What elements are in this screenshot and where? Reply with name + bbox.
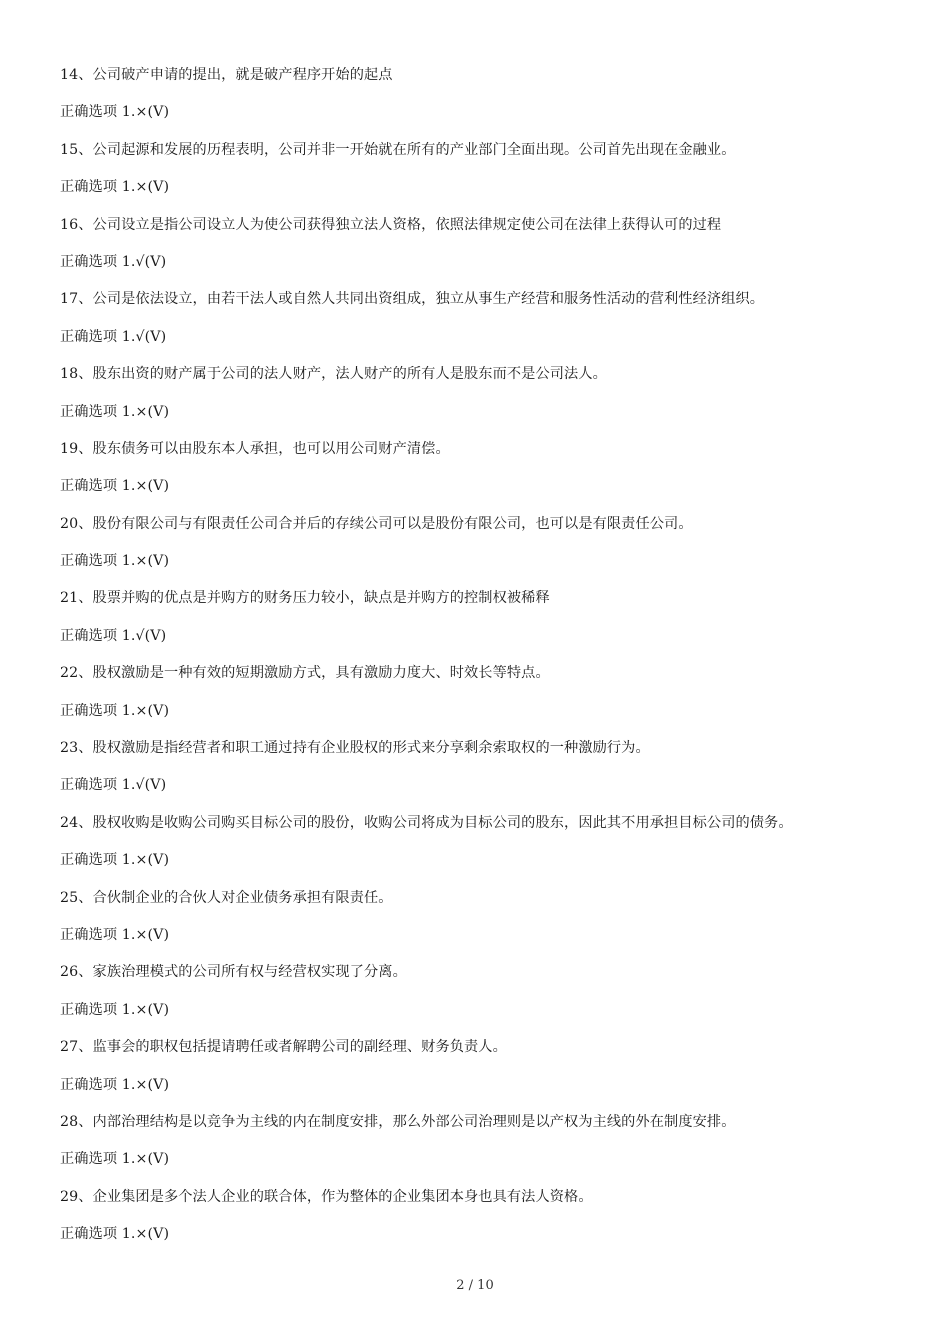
answer-text: 正确选项 1.×(V)	[60, 179, 170, 196]
question-item	[60, 137, 910, 212]
page-number: 2 / 10	[456, 1278, 494, 1293]
question-item	[60, 212, 910, 287]
question-item	[60, 810, 910, 885]
question-item	[60, 361, 910, 436]
question-item	[60, 735, 910, 810]
answer-text: 正确选项 1.√(V)	[60, 328, 167, 345]
question-text: 25、合伙制企业的合伙人对企业债务承担有限责任。	[60, 889, 393, 906]
question-text: 23、股权激励是指经营者和职工通过持有企业股权的形式来分享剩余索取权的一种激励行为。	[60, 740, 650, 757]
question-text: 19、股东债务可以由股东本人承担，也可以用公司财产清偿。	[60, 440, 450, 457]
answer-text: 正确选项 1.√(V)	[60, 627, 167, 644]
question-item	[60, 1184, 910, 1259]
question-text: 28、内部治理结构是以竞争为主线的内在制度安排，那么外部公司治理则是以产权为主线的外在制度安排。	[60, 1113, 736, 1130]
question-item	[60, 511, 910, 586]
question-item	[60, 436, 910, 511]
question-text: 21、股票并购的优点是并购方的财务压力较小，缺点是并购方的控制权被稀释	[60, 590, 550, 607]
answer-text: 正确选项 1.√(V)	[60, 777, 167, 794]
question-item	[60, 660, 910, 735]
question-list	[60, 62, 910, 1259]
answer-text: 正确选项 1.×(V)	[60, 702, 170, 719]
answer-text: 正确选项 1.×(V)	[60, 478, 170, 495]
question-text: 20、股份有限公司与有限责任公司合并后的存续公司可以是股份有限公司，也可以是有限责任公司。	[60, 515, 693, 532]
question-item	[60, 62, 910, 137]
answer-text: 正确选项 1.×(V)	[60, 104, 170, 121]
question-text: 14、公司破产申请的提出，就是破产程序开始的起点	[60, 67, 393, 83]
question-text: 29、企业集团是多个法人企业的联合体，作为整体的企业集团本身也具有法人资格。	[60, 1188, 593, 1205]
question-text: 17、公司是依法设立，由若干法人或自然人共同出资组成，独立从事生产经营和服务性活动的营利性经济组织。	[60, 291, 765, 308]
answer-text: 正确选项 1.×(V)	[60, 1151, 170, 1168]
question-text: 18、股东出资的财产属于公司的法人财产，法人财产的所有人是股东而不是公司法人。	[60, 366, 607, 383]
question-text: 27、监事会的职权包括提请聘任或者解聘公司的副经理、财务负责人。	[60, 1039, 507, 1056]
question-text: 24、股权收购是收购公司购买目标公司的股份，收购公司将成为目标公司的股东，因此其不用承担目标公司的债务。	[60, 814, 793, 831]
answer-text: 正确选项 1.×(V)	[60, 553, 170, 570]
question-item	[60, 1034, 910, 1109]
question-item	[60, 885, 910, 960]
answer-text: 正确选项 1.×(V)	[60, 403, 170, 420]
question-text: 15、公司起源和发展的历程表明，公司并非一开始就在所有的产业部门全面出现。公司首先出现在金融业。	[60, 141, 736, 158]
answer-text: 正确选项 1.√(V)	[60, 253, 167, 270]
question-item	[60, 585, 910, 660]
question-text: 22、股权激励是一种有效的短期激励方式，具有激励力度大、时效长等特点。	[60, 665, 550, 682]
answer-text: 正确选项 1.×(V)	[60, 1001, 170, 1018]
question-text: 26、家族治理模式的公司所有权与经营权实现了分离。	[60, 964, 407, 981]
question-item	[60, 959, 910, 1034]
answer-text: 正确选项 1.×(V)	[60, 926, 170, 943]
answer-text: 正确选项 1.×(V)	[60, 852, 170, 869]
question-item	[60, 1109, 910, 1184]
question-text: 16、公司设立是指公司设立人为使公司获得独立法人资格，依照法律规定使公司在法律上获得认可的过程	[60, 216, 722, 233]
question-item	[60, 286, 910, 361]
answer-text: 正确选项 1.×(V)	[60, 1076, 170, 1093]
answer-text: 正确选项 1.×(V)	[60, 1226, 170, 1243]
